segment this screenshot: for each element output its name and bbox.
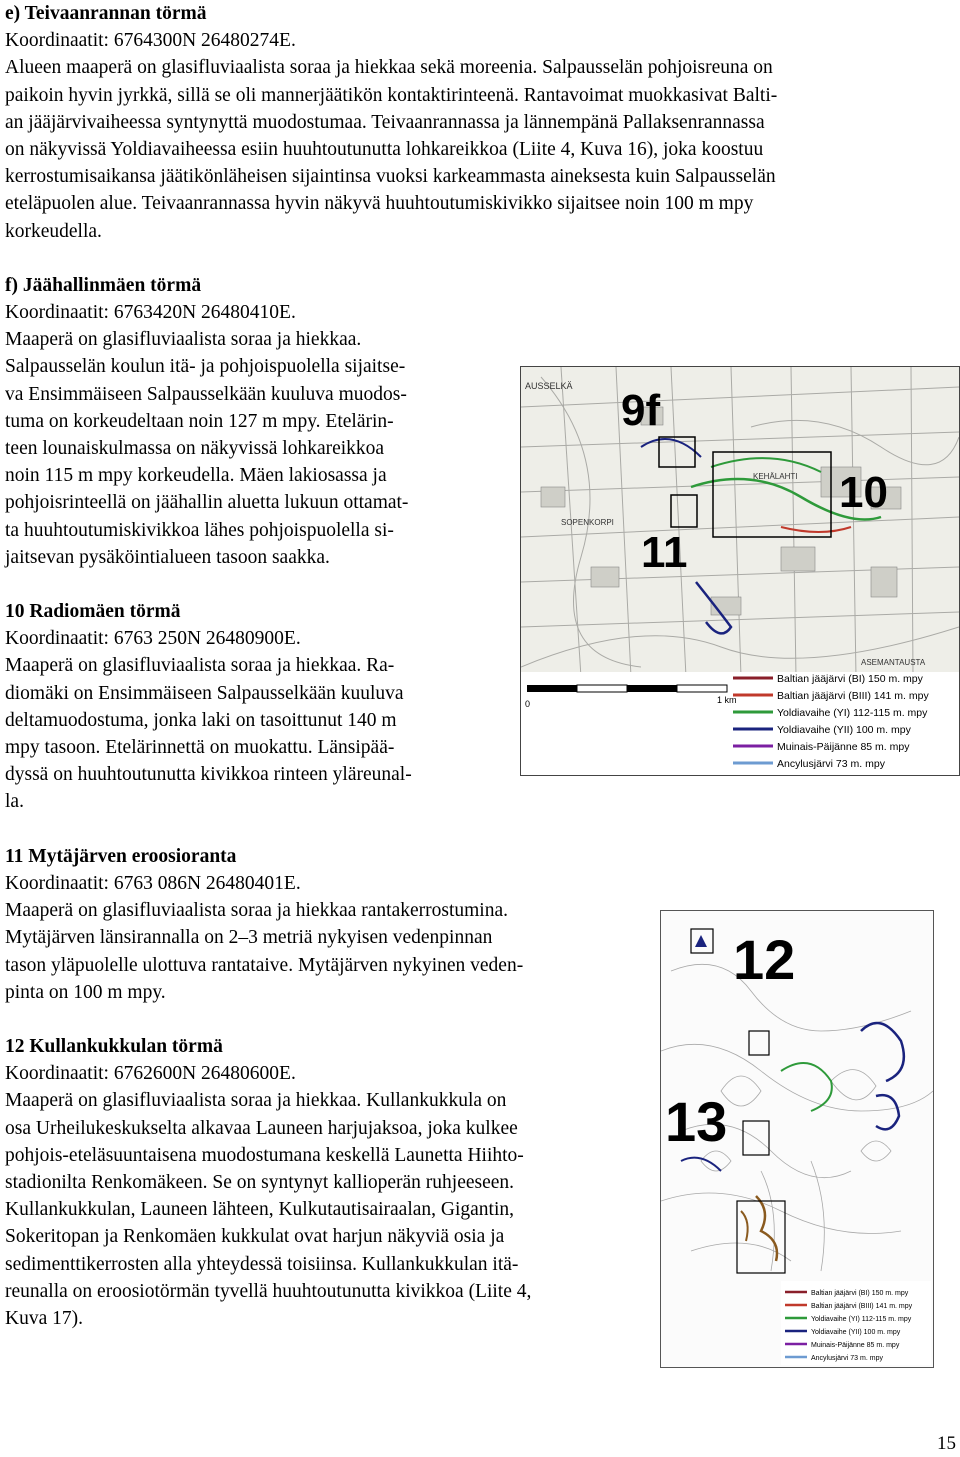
map-1-place-name: ASEMANTAUSTA: [861, 658, 926, 667]
map-1-image: [521, 367, 959, 775]
section-line: an jääjärvivaiheessa syntynyttä muodostumaa. Teivaanrannassa ja lännempänä Pallaksenrannassa: [5, 111, 765, 133]
map-1-place-name: KEHÄLAHTI: [753, 472, 798, 481]
section-line: va Ensimmäiseen Salpausselkään kuuluva muodos-: [5, 383, 407, 405]
section-line: pinta on 100 m mpy.: [5, 981, 166, 1003]
section-heading: e) Teivaanrannan törmä: [5, 3, 207, 24]
section-line: on näkyvissä Yoldiavaiheessa esiin huuhtoutunutta lohkareikkoa (Liite 4, Kuva 16), joka koostuu: [5, 139, 764, 161]
section-coordinates: Koordinaatit: 6763 250N 26480900E.: [5, 628, 301, 650]
map-2-legend: [781, 1281, 931, 1365]
map-1-legend-item: Yoldiavaihe (YI) 112-115 m. mpy: [777, 707, 928, 719]
section-heading: 11 Mytäjärven eroosioranta: [5, 845, 237, 867]
section-line: la.: [5, 791, 24, 813]
map-2-legend-item: Yoldiavaihe (YI) 112-115 m. mpy: [811, 1316, 912, 1323]
map-1-scale-start: 0: [525, 699, 531, 709]
section-line: Maaperä on glasifluviaalista soraa ja hiekkaa rantakerrostumina.: [5, 900, 509, 922]
section-line: ta huuhtoutumiskivikkoa lähes pohjoispuolella si-: [5, 519, 394, 541]
map-1-legend-item: Ancylusjärvi 73 m. mpy: [777, 758, 885, 770]
map-1-place-name: AUSSELKÄ: [525, 381, 573, 391]
section-coordinates: Koordinaatit: 6762600N 26480600E.: [5, 1063, 296, 1085]
map-1-label-10: 10: [839, 468, 888, 517]
section-line: jaitsevan pysäköintialueen tasoon saakka.: [5, 546, 330, 568]
section-line: korkeudella.: [5, 220, 102, 242]
section-line: pohjois-eteläsuuntaisena muodostumana keskellä Launetta Hiihto-: [5, 1144, 524, 1166]
map-2-legend-item: Baltian jääjärvi (BIII) 141 m. mpy: [811, 1303, 913, 1310]
section-line: Maaperä on glasifluviaalista soraa ja hiekkaa. Ra-: [5, 655, 395, 677]
section-line: Kuva 17).: [5, 1307, 83, 1329]
map-2-legend-item: Muinais-Päijänne 85 m. mpy: [811, 1342, 900, 1349]
section-line: Maaperä on glasifluviaalista soraa ja hiekkaa. Kullankukkula on: [5, 1090, 507, 1112]
section-coordinates: Koordinaatit: 6764300N 26480274E.: [5, 30, 296, 52]
section-coordinates: Koordinaatit: 6763420N 26480410E.: [5, 302, 296, 324]
map-2-label-13: 13: [665, 1090, 728, 1153]
section-coordinates: Koordinaatit: 6763 086N 26480401E.: [5, 872, 301, 894]
section-line: tason yläpuolelle ulottuva rantataive. Mytäjärven nykyinen veden-: [5, 954, 524, 976]
section-line: eteläpuolen alue. Teivaanrannassa hyvin näkyvä huuhtoutumiskivikko sijaitsee noin 100 m mpy: [5, 193, 754, 215]
map-2-legend-item: Baltian jääjärvi (BI) 150 m. mpy: [811, 1290, 909, 1297]
section-line: Alueen maaperä on glasifluviaalista soraa ja hiekkaa sekä moreenia. Salpausselän pohjoisreuna on: [5, 57, 773, 79]
section-line: Salpausselän koulun itä- ja pohjoispuolella sijaitse-: [5, 356, 406, 378]
section-line: stadionilta Renkomäkeen. Se on syntynyt kallioperän ruhjeeseen.: [5, 1171, 515, 1193]
section-line: mpy tasoon. Etelärinnettä on muokattu. Länsipää-: [5, 737, 395, 759]
map-figure-2: [660, 910, 934, 1368]
section-line: teen lounaiskulmassa on näkyvissä lohkareikkoa: [5, 438, 385, 460]
map-1-place-name: SOPENKORPI: [561, 518, 614, 527]
map-2-image: [661, 911, 933, 1367]
section-line: Kullankukkulan, Launeen lähteen, Kulkutautisairaalan, Gigantin,: [5, 1199, 515, 1221]
map-2-label-12: 12: [733, 928, 796, 991]
section-line: reunalla on eroosiotörmän tyvellä huuhtoutunutta kivikkoa (Liite 4,: [5, 1280, 532, 1302]
section-line: dyssä on huuhtoutunutta kivikkoa rinteen yläreunal-: [5, 764, 412, 786]
page-number: 15: [937, 1433, 956, 1454]
section-heading: 12 Kullankukkulan törmä: [5, 1035, 223, 1057]
section-line: Sokeritopan ja Renkomäen kukkulat ovat harjun näkyviä osia ja: [5, 1226, 505, 1248]
map-figure-1: [520, 366, 960, 776]
section-line: Mytäjärven länsirannalla on 2–3 metriä nykyisen vedenpinnan: [5, 927, 493, 949]
map-1-legend-item: Baltian jääjärvi (BIII) 141 m. mpy: [777, 690, 929, 702]
section-line: deltamuodostuma, jonka laki on tasoittunut 140 m: [5, 709, 397, 731]
map-1-label-11: 11: [641, 528, 688, 577]
section-heading: f) Jäähallinmäen törmä: [5, 274, 202, 296]
section-line: kerrostumisaikansa jäätikönläheisen sijaintinsa vuoksi karkeammasta aineksesta kuin Salpausselän: [5, 166, 776, 188]
section-line: diomäki on Ensimmäiseen Salpausselkään kuuluva: [5, 682, 404, 704]
map-1-label-9f: 9f: [621, 386, 661, 435]
map-1-scale-end: 1 km: [717, 695, 737, 705]
section-line: noin 115 m mpy korkeudella. Mäen lakiosassa ja: [5, 465, 387, 487]
map-1-legend-item: Muinais-Päijänne 85 m. mpy: [777, 741, 910, 753]
section-heading: 10 Radiomäen törmä: [5, 601, 181, 623]
map-1-legend-item: Baltian jääjärvi (BI) 150 m. mpy: [777, 673, 923, 685]
map-2-legend-item: Ancylusjärvi 73 m. mpy: [811, 1355, 883, 1362]
section-line: osa Urheilukeskukselta alkavaa Launeen harjujaksoa, joka kulkee: [5, 1117, 518, 1139]
section-line: pohjoisrinteellä on jäähallin aluetta lukuun ottamat-: [5, 492, 409, 514]
section-line: tuma on korkeudeltaan noin 127 m mpy. Etelärin-: [5, 410, 394, 432]
map-1-legend-item: Yoldiavaihe (YII) 100 m. mpy: [777, 724, 911, 736]
map-2-legend-item: Yoldiavaihe (YII) 100 m. mpy: [811, 1329, 901, 1336]
section-line: paikoin hyvin jyrkkä, sillä se oli mannerjäätikön kontaktirinteenä. Rantavoimat muokkasivat Balti-: [5, 84, 778, 106]
section-line: sedimenttikerrosten alla yhteydessä toisiinsa. Kullankukkulan itä-: [5, 1253, 519, 1275]
section-line: Maaperä on glasifluviaalista soraa ja hiekkaa.: [5, 329, 362, 351]
section-e: [5, 0, 950, 245]
